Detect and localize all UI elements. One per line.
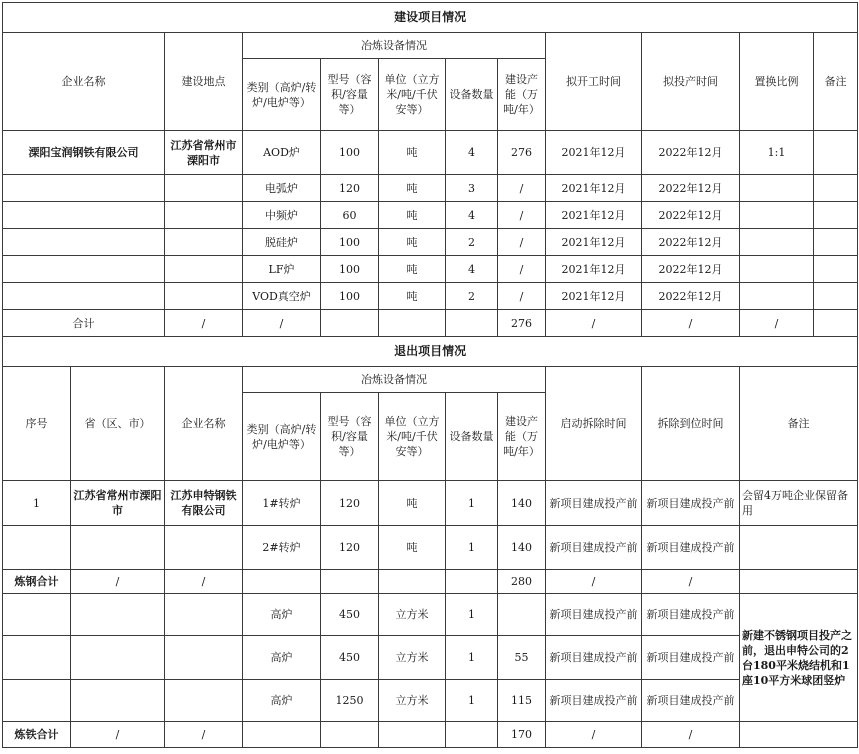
start-time-cell: 2021年12月 — [546, 229, 642, 256]
capacity-cell: 276 — [498, 131, 546, 175]
count-cell: 1 — [446, 481, 498, 526]
header-exit-unit: 单位（立方米/吨/千伏安等） — [379, 393, 446, 481]
start-time-cell: 2021年12月 — [546, 283, 642, 310]
category-cell: 1#转炉 — [243, 481, 321, 526]
table-row — [3, 594, 858, 636]
steel-total-demolish-done: / — [642, 570, 740, 594]
count-cell: 2 — [446, 283, 498, 310]
count-cell: 4 — [446, 202, 498, 229]
capacity-cell — [498, 594, 546, 636]
start-demolish-cell: 新项目建成投产前 — [546, 594, 642, 636]
capacity-cell: 140 — [498, 481, 546, 526]
header-model: 型号（容积/容量等） — [321, 59, 379, 131]
header-note: 备注 — [814, 33, 858, 131]
total-row — [3, 310, 858, 337]
model-cell: 100 — [321, 256, 379, 283]
category-cell: VOD真空炉 — [243, 283, 321, 310]
category-cell: 高炉 — [243, 594, 321, 636]
unit-cell: 吨 — [379, 202, 446, 229]
category-cell: 中频炉 — [243, 202, 321, 229]
category-cell: 高炉 — [243, 680, 321, 722]
category-cell: 脱硅炉 — [243, 229, 321, 256]
model-cell: 1250 — [321, 680, 379, 722]
note-cell — [814, 131, 858, 175]
demolish-done-cell: 新项目建成投产前 — [642, 526, 740, 570]
capacity-table — [2, 2, 858, 748]
table-row — [3, 131, 858, 175]
capacity-cell: 115 — [498, 680, 546, 722]
iron-total-company: / — [165, 722, 243, 748]
header-unit: 单位（立方米/吨/千伏安等） — [379, 59, 446, 131]
start-time-cell: 2021年12月 — [546, 175, 642, 202]
start-demolish-cell: 新项目建成投产前 — [546, 481, 642, 526]
exit-company-cell: 江苏申特钢铁有限公司 — [165, 481, 243, 526]
category-cell: 高炉 — [243, 636, 321, 680]
unit-cell: 吨 — [379, 481, 446, 526]
header-start-demolish: 启动拆除时间 — [546, 367, 642, 481]
iron-note-cell: 新建不锈钢项目投产之前，退出申特公司的2台180平米烧结机和1座10平方米球团竖炉 — [740, 594, 858, 722]
model-cell: 100 — [321, 283, 379, 310]
unit-cell: 吨 — [379, 229, 446, 256]
start-demolish-cell: 新项目建成投产前 — [546, 680, 642, 722]
iron-total-region: / — [71, 722, 165, 748]
company-name-cell: 溧阳宝润钢铁有限公司 — [3, 131, 165, 175]
category-cell: 电弧炉 — [243, 175, 321, 202]
steel-total-start-demolish: / — [546, 570, 642, 594]
steel-note-cell: 会留4万吨企业保留备用 — [740, 481, 858, 526]
steel-total-region: / — [71, 570, 165, 594]
header-capacity: 建设产能（万吨/年） — [498, 59, 546, 131]
demolish-done-cell: 新项目建成投产前 — [642, 594, 740, 636]
production-time-cell: 2022年12月 — [642, 229, 740, 256]
header-exit-category: 类别（高炉/转炉/电炉等） — [243, 393, 321, 481]
capacity-cell: / — [498, 202, 546, 229]
category-cell: 2#转炉 — [243, 526, 321, 570]
demolish-done-cell: 新项目建成投产前 — [642, 636, 740, 680]
iron-total-demolish-done: / — [642, 722, 740, 748]
count-cell: 3 — [446, 175, 498, 202]
header-exit-note: 备注 — [740, 367, 858, 481]
unit-cell: 吨 — [379, 526, 446, 570]
header-demolish-done: 拆除到位时间 — [642, 367, 740, 481]
iron-total-row — [3, 722, 858, 748]
table-row — [3, 202, 858, 229]
exit-title: 退出项目情况 — [3, 337, 858, 367]
seq-cell: 1 — [3, 481, 71, 526]
model-cell: 120 — [321, 481, 379, 526]
header-region: 省（区、市） — [71, 367, 165, 481]
capacity-cell: / — [498, 175, 546, 202]
header-start-time: 拟开工时间 — [546, 33, 642, 131]
capacity-cell: / — [498, 283, 546, 310]
iron-total-start-demolish: / — [546, 722, 642, 748]
count-cell: 1 — [446, 636, 498, 680]
total-production-time: / — [642, 310, 740, 337]
count-cell: 1 — [446, 680, 498, 722]
header-company: 企业名称 — [3, 33, 165, 131]
unit-cell: 吨 — [379, 175, 446, 202]
start-time-cell: 2021年12月 — [546, 256, 642, 283]
capacity-cell: / — [498, 256, 546, 283]
model-cell: 60 — [321, 202, 379, 229]
location-cell: 江苏省常州市溧阳市 — [165, 131, 243, 175]
production-time-cell: 2022年12月 — [642, 131, 740, 175]
steel-total-label: 炼钢合计 — [3, 570, 71, 594]
header-count: 设备数量 — [446, 59, 498, 131]
category-cell: LF炉 — [243, 256, 321, 283]
header-exit-count: 设备数量 — [446, 393, 498, 481]
model-cell: 100 — [321, 229, 379, 256]
count-cell: 1 — [446, 526, 498, 570]
model-cell: 120 — [321, 526, 379, 570]
construction-title: 建设项目情况 — [3, 3, 858, 33]
count-cell: 4 — [446, 131, 498, 175]
exit-equipment-group-header: 冶炼设备情况 — [243, 367, 546, 393]
start-time-cell: 2021年12月 — [546, 202, 642, 229]
total-start-time: / — [546, 310, 642, 337]
header-exit-model: 型号（容积/容量等） — [321, 393, 379, 481]
table-row — [3, 680, 858, 722]
region-cell: 江苏省常州市溧阳市 — [71, 481, 165, 526]
production-time-cell: 2022年12月 — [642, 175, 740, 202]
table-row — [3, 481, 858, 526]
total-label: 合计 — [3, 310, 165, 337]
header-replacement-ratio: 置换比例 — [740, 33, 814, 131]
header-exit-company: 企业名称 — [165, 367, 243, 481]
unit-cell: 立方米 — [379, 594, 446, 636]
total-category: / — [243, 310, 321, 337]
production-time-cell: 2022年12月 — [642, 256, 740, 283]
count-cell: 4 — [446, 256, 498, 283]
total-capacity: 276 — [498, 310, 546, 337]
model-cell: 100 — [321, 131, 379, 175]
header-category: 类别（高炉/转炉/电炉等） — [243, 59, 321, 131]
capacity-cell: 55 — [498, 636, 546, 680]
model-cell: 450 — [321, 636, 379, 680]
header-location: 建设地点 — [165, 33, 243, 131]
model-cell: 450 — [321, 594, 379, 636]
construction-equipment-group-header: 冶炼设备情况 — [243, 33, 546, 59]
iron-total-label: 炼铁合计 — [3, 722, 71, 748]
replacement-ratio-cell: 1:1 — [740, 131, 814, 175]
unit-cell: 吨 — [379, 283, 446, 310]
header-exit-capacity: 建设产能（万吨/年） — [498, 393, 546, 481]
header-production-time: 拟投产时间 — [642, 33, 740, 131]
steel-total-row — [3, 570, 858, 594]
start-demolish-cell: 新项目建成投产前 — [546, 526, 642, 570]
total-location: / — [165, 310, 243, 337]
capacity-cell: 140 — [498, 526, 546, 570]
total-ratio: / — [740, 310, 814, 337]
table-row — [3, 229, 858, 256]
production-time-cell: 2022年12月 — [642, 283, 740, 310]
production-time-cell: 2022年12月 — [642, 202, 740, 229]
start-demolish-cell: 新项目建成投产前 — [546, 636, 642, 680]
steel-total-company: / — [165, 570, 243, 594]
iron-total-capacity: 170 — [498, 722, 546, 748]
model-cell: 120 — [321, 175, 379, 202]
capacity-replacement-sheet — [2, 2, 857, 752]
header-seq: 序号 — [3, 367, 71, 481]
table-row — [3, 283, 858, 310]
table-row — [3, 526, 858, 570]
unit-cell: 吨 — [379, 256, 446, 283]
category-cell: AOD炉 — [243, 131, 321, 175]
table-row — [3, 636, 858, 680]
table-row — [3, 175, 858, 202]
table-row — [3, 256, 858, 283]
steel-total-capacity: 280 — [498, 570, 546, 594]
start-time-cell: 2021年12月 — [546, 131, 642, 175]
capacity-cell: / — [498, 229, 546, 256]
unit-cell: 吨 — [379, 131, 446, 175]
count-cell: 2 — [446, 229, 498, 256]
unit-cell: 立方米 — [379, 680, 446, 722]
demolish-done-cell: 新项目建成投产前 — [642, 481, 740, 526]
demolish-done-cell: 新项目建成投产前 — [642, 680, 740, 722]
unit-cell: 立方米 — [379, 636, 446, 680]
count-cell: 1 — [446, 594, 498, 636]
